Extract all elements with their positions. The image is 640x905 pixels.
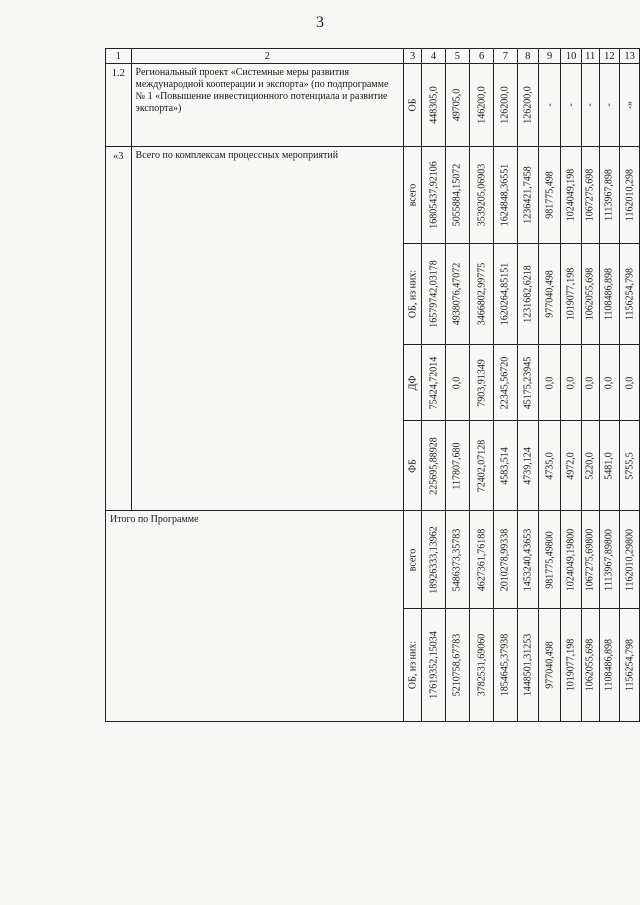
- value-cell: 977040,498: [544, 270, 556, 318]
- column-number: 7: [494, 49, 517, 64]
- value-cell: 126200,0: [499, 86, 511, 124]
- value-cell: 225695,88928: [428, 436, 440, 495]
- column-number: 5: [445, 49, 469, 64]
- value-cell: 45175,23945: [522, 356, 534, 409]
- row-number: «3: [106, 147, 132, 511]
- row-label: всего: [407, 548, 419, 571]
- value-cell: 1067275,69800: [584, 528, 596, 591]
- section-title: Итого по Программе: [106, 511, 404, 722]
- data-row: [106, 147, 640, 244]
- value-cell: 0,0: [624, 376, 636, 389]
- value-cell: 981775,49800: [544, 530, 556, 589]
- value-cell: 146200,0: [476, 86, 488, 124]
- value-cell: -: [544, 103, 556, 107]
- column-number: 1: [106, 49, 132, 64]
- value-cell: -»: [624, 100, 636, 110]
- value-cell: 4735,0: [544, 451, 556, 480]
- column-number: 9: [538, 49, 560, 64]
- program-total-section: [106, 511, 640, 722]
- value-cell: 1062055,698: [584, 267, 596, 321]
- value-cell: 5210758,67783: [451, 633, 463, 697]
- value-cell: 1620264,85151: [499, 262, 511, 326]
- column-number: 12: [599, 49, 620, 64]
- value-cell: 1108486,898: [603, 638, 615, 692]
- value-cell: 17619352,15034: [428, 631, 440, 699]
- value-cell: 448305,0: [428, 86, 440, 124]
- value-cell: 0,0: [544, 376, 556, 389]
- data-row: [106, 511, 640, 609]
- budget-table: [105, 48, 640, 722]
- column-number: 11: [581, 49, 599, 64]
- value-cell: 126200,0: [522, 86, 534, 124]
- column-number: 13: [620, 49, 640, 64]
- value-cell: 75424,72014: [428, 356, 440, 409]
- value-cell: 1067275,698: [584, 168, 596, 222]
- value-cell: 3466802,99775: [476, 262, 488, 326]
- column-number: 3: [403, 49, 422, 64]
- value-cell: -: [584, 103, 596, 107]
- value-cell: 1062055,698: [584, 638, 596, 692]
- value-cell: 4627361,76188: [476, 528, 488, 591]
- value-cell: 5755,5: [624, 451, 636, 480]
- value-cell: 4583,514: [499, 446, 511, 485]
- value-cell: 1236421,7458: [522, 166, 534, 224]
- value-cell: 22345,56720: [499, 356, 511, 409]
- row-label: ДФ: [407, 375, 419, 390]
- value-cell: 4972,0: [565, 451, 577, 480]
- page-number: 3: [316, 14, 324, 31]
- row-regional-project: [106, 64, 640, 147]
- section-title: Всего по комплексам процессных мероприятий: [131, 147, 403, 511]
- value-cell: 117807,680: [451, 441, 463, 490]
- value-cell: 3539205,06903: [476, 163, 488, 227]
- source-label: ОБ: [407, 98, 419, 112]
- value-cell: 1108486,898: [603, 267, 615, 321]
- row-label: всего: [407, 183, 419, 207]
- value-cell: 16579742,03178: [428, 260, 440, 328]
- column-number: 6: [469, 49, 493, 64]
- value-cell: 981775,498: [544, 171, 556, 219]
- value-cell: 977040,498: [544, 641, 556, 689]
- value-cell: 1019077,198: [565, 267, 577, 321]
- value-cell: 18926333,13962: [428, 525, 440, 594]
- value-cell: 1162010,298: [624, 168, 636, 222]
- value-cell: 0,0: [451, 376, 463, 389]
- value-cell: 1854645,37938: [499, 633, 511, 697]
- value-cell: 5481,0: [603, 451, 615, 480]
- column-number: 2: [131, 49, 403, 64]
- value-cell: 1453240,43653: [522, 528, 534, 591]
- row-label: ФБ: [407, 458, 419, 473]
- value-cell: 2010278,99338: [499, 528, 511, 591]
- value-cell: 1231682,6218: [522, 265, 534, 323]
- value-cell: 1624848,36551: [499, 163, 511, 227]
- column-number: 8: [517, 49, 538, 64]
- value-cell: 0,0: [584, 376, 596, 389]
- value-cell: 0,0: [603, 376, 615, 389]
- row-label: ОБ, из них:: [407, 640, 419, 690]
- value-cell: 16805437,92106: [428, 161, 440, 229]
- value-cell: 1156254,798: [624, 267, 636, 321]
- value-cell: 49705,0: [451, 88, 463, 122]
- value-cell: -: [565, 103, 577, 107]
- value-cell: 1024049,198: [565, 168, 577, 222]
- row-number: 1.2: [106, 64, 132, 147]
- value-cell: 5220,0: [584, 451, 596, 480]
- value-cell: 1019077,198: [565, 638, 577, 692]
- value-cell: 5486373,35783: [451, 528, 463, 591]
- column-number-row: [106, 49, 640, 64]
- value-cell: 1024049,19800: [565, 528, 577, 591]
- value-cell: 1448501,31253: [522, 633, 534, 697]
- value-cell: 3782531,69060: [476, 633, 488, 697]
- value-cell: 1113967,89800: [603, 528, 615, 591]
- row-description: Региональный проект «Системные меры развития международной кооперации и экспорта» (по подпрограмме № 1 «Повышение инвестиционного потенциала и развитие экспорта»): [131, 64, 403, 147]
- column-number: 4: [422, 49, 445, 64]
- value-cell: 5055884,15072: [451, 163, 463, 227]
- column-number: 10: [561, 49, 582, 64]
- value-cell: 1113967,898: [603, 169, 615, 221]
- value-cell: 4938076,47072: [451, 262, 463, 326]
- value-cell: 0,0: [565, 376, 577, 389]
- value-cell: 1162010,29800: [624, 528, 636, 591]
- value-cell: -: [603, 103, 615, 107]
- row-label: ОБ, из них:: [407, 269, 419, 319]
- source-cell: [403, 64, 422, 147]
- value-cell: 1156254,798: [624, 638, 636, 692]
- value-cell: 7903,91349: [476, 358, 488, 407]
- complexes-section: [106, 147, 640, 511]
- value-cell: 72402,07128: [476, 439, 488, 492]
- value-cell: 4739,124: [522, 446, 534, 485]
